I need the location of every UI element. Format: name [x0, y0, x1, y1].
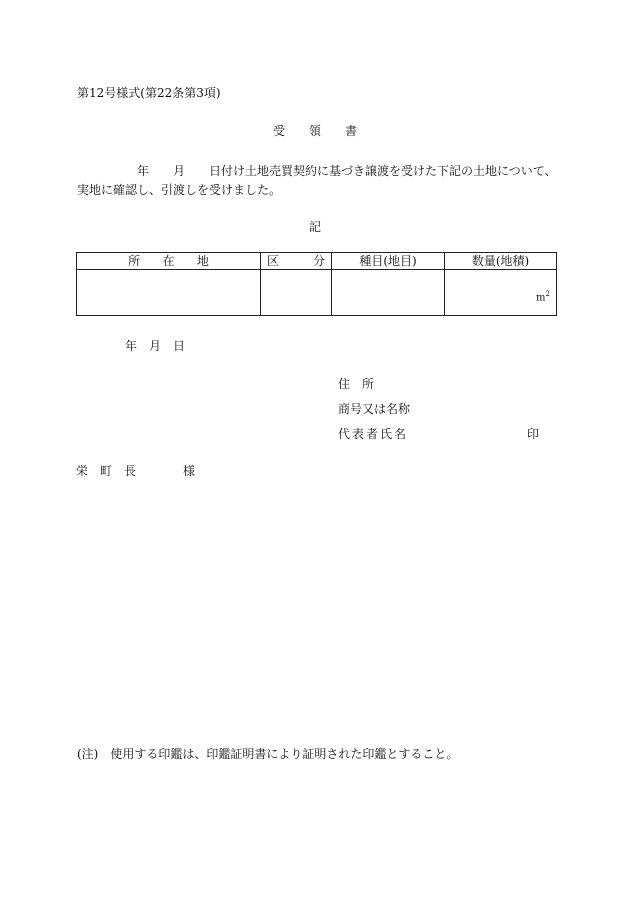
body-text-line-2: 実地に確認し、引渡しを受けました。 — [77, 183, 282, 197]
form-number: 第12号様式(第22条第3項) — [77, 86, 221, 100]
seal-mark: 印 — [527, 427, 540, 441]
ki-heading: 記 — [308, 220, 321, 234]
date-line: 年 月 日 — [125, 339, 186, 353]
header-location-char: 地 — [196, 254, 209, 268]
area-unit-base: m — [536, 292, 546, 303]
cell-location[interactable] — [77, 270, 261, 316]
representative-label: 代表者氏名 — [338, 427, 409, 441]
company-name-label: 商号又は名称 — [338, 402, 411, 416]
addressee-title: 栄 町 長 — [76, 464, 137, 478]
land-table — [76, 252, 557, 316]
header-category-char: 区 — [267, 254, 280, 268]
addressee-honorific: 様 — [183, 464, 196, 478]
header-location — [77, 253, 261, 270]
cell-land-type[interactable] — [332, 270, 445, 316]
table-header-row — [77, 253, 557, 270]
header-land-type: 種目(地目) — [332, 253, 445, 270]
area-unit-exponent: 2 — [545, 289, 550, 298]
area-unit — [445, 290, 556, 315]
table-row — [77, 270, 557, 316]
document-title: 受 領 書 — [272, 124, 357, 138]
header-category — [261, 253, 332, 270]
header-location-char: 所 — [128, 254, 141, 268]
body-text-line-1: 年 月 日付け土地売買契約に基づき譲渡を受けた下記の土地について、 — [137, 164, 557, 178]
cell-area[interactable] — [445, 270, 557, 316]
address-label: 住 所 — [338, 377, 375, 391]
header-category-char: 分 — [312, 254, 325, 268]
header-location-char: 在 — [162, 254, 175, 268]
footnote: (注) 使用する印鑑は、印鑑証明書により証明された印鑑とすること。 — [77, 747, 459, 761]
cell-category[interactable] — [261, 270, 332, 316]
header-area: 数量(地積) — [445, 253, 557, 270]
